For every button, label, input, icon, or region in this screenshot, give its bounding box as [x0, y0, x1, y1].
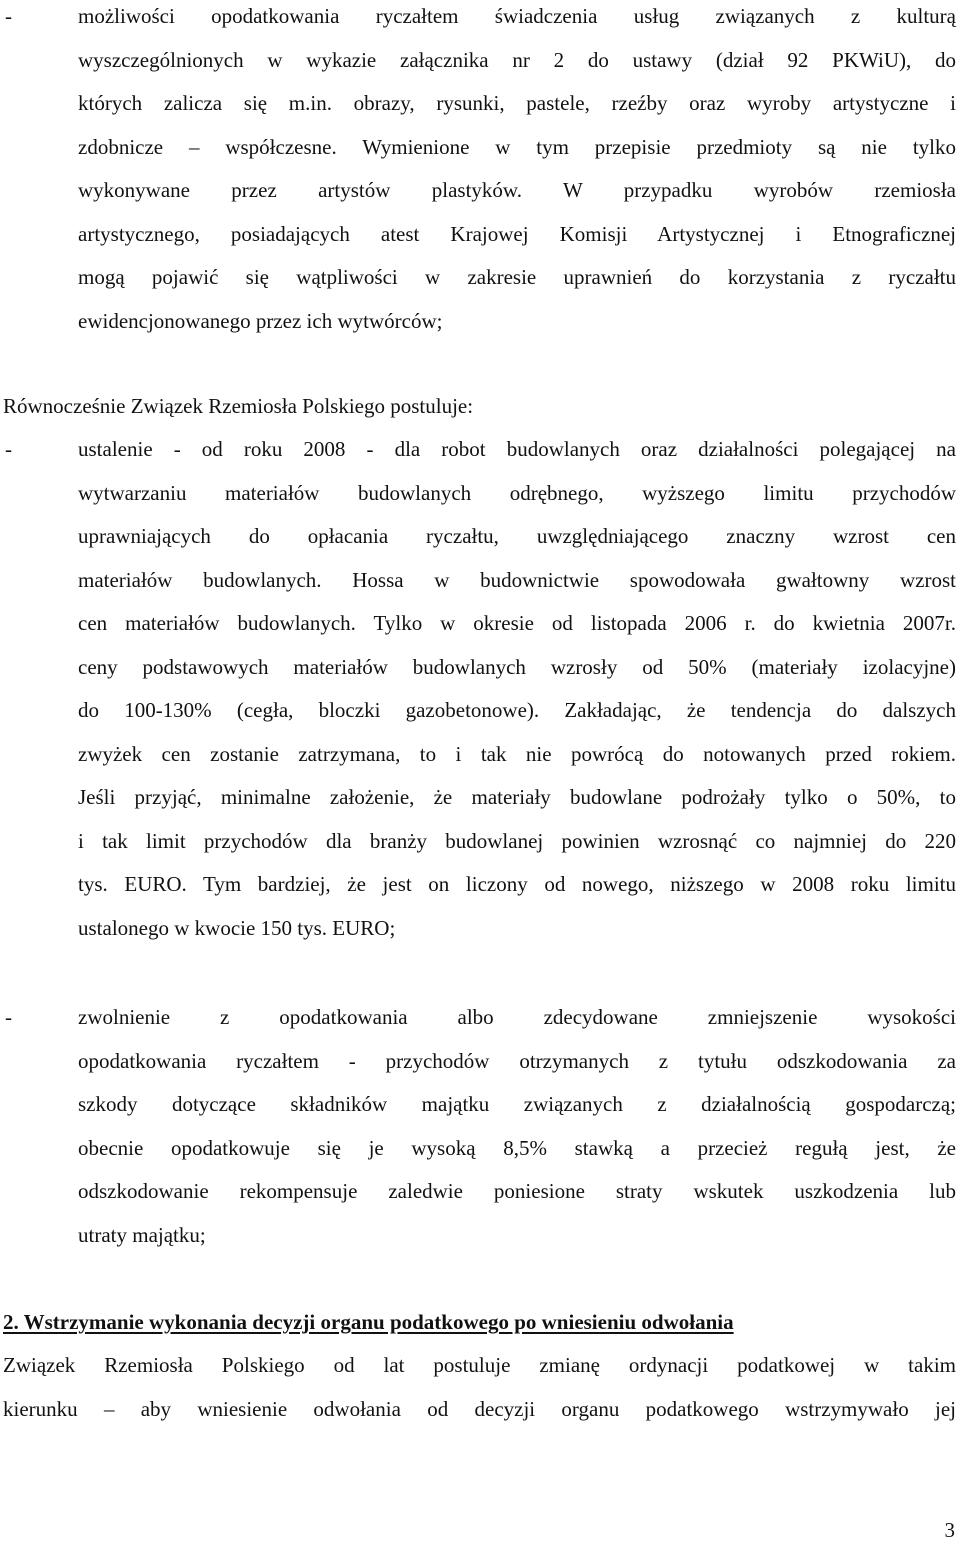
list-line [0, 646, 960, 690]
list-text: wyszczególnionych w wykazie załącznika nr 2 do ustawy (dział 92 PKWiU), do [78, 47, 956, 72]
list-text: zwyżek cen zostanie zatrzymana, to i tak nie powrócą do notowanych przed rokiem. [78, 741, 956, 766]
list-line [0, 1127, 960, 1171]
list-text: obecnie opodatkowuje się je wysoką 8,5% stawką a przecież regułą jest, że [78, 1135, 956, 1160]
list-text: szkody dotyczące składników majątku związanych z działalnością gospodarczą; [78, 1092, 956, 1116]
list-text: których zalicza się m.in. obrazy, rysunki, pastele, rzeźby oraz wyroby artystyczne i [78, 91, 956, 115]
list-line [0, 472, 960, 516]
list-dash: - [5, 437, 12, 461]
list-line [0, 82, 960, 126]
list-line [0, 256, 960, 300]
section-paragraph [0, 1344, 960, 1431]
list-text: ustalenie - od roku 2008 - dla robot budowlanych oraz działalności polegającej na [78, 437, 956, 461]
paragraph-line [0, 1344, 960, 1388]
list-line [0, 126, 960, 170]
list-line [0, 996, 960, 1040]
list-line [0, 1083, 960, 1127]
list-text: możliwości opodatkowania ryczałtem świadczenia usług związanych z kulturą [78, 4, 956, 28]
list-text: do 100-130% (cegła, bloczki gazobetonowe). Zakładając, że tendencja do dalszych [78, 698, 956, 722]
list-item-limit-budowlany [0, 428, 960, 950]
list-text: uprawniających do opłacania ryczałtu, uwzględniającego znaczny wzrost cen [78, 524, 956, 548]
list-line [0, 863, 960, 907]
list-text: zwolnienie z opodatkowania albo zdecydowane zmniejszenie wysokości [78, 1005, 956, 1029]
section-heading: 2. Wstrzymanie wykonania decyzji organu podatkowego po wniesieniu odwołania [3, 1310, 734, 1334]
list-line [0, 733, 960, 777]
section-heading-line [0, 1301, 960, 1345]
list-line [0, 0, 960, 39]
list-text: odszkodowanie rekompensuje zaledwie poniesione straty wskutek uszkodzenia lub [78, 1179, 956, 1203]
list-text: materiałów budowlanych. Hossa w budownictwie spowodowała gwałtowny wzrost [78, 567, 956, 592]
list-line [0, 1214, 960, 1258]
list-line [0, 559, 960, 603]
list-item-odszkodowania [0, 996, 960, 1257]
page-number: 3 [944, 1518, 955, 1542]
list-text: cen materiałów budowlanych. Tylko w okresie od listopada 2006 r. do kwietnia 2007r. [78, 611, 956, 635]
paragraph-line [0, 1388, 960, 1432]
list-line [0, 776, 960, 820]
list-text: tys. EURO. Tym bardziej, że jest on liczony od nowego, niższego w 2008 roku limitu [78, 872, 956, 896]
intro-line [0, 385, 960, 429]
list-text: utraty majątku; [78, 1222, 206, 1247]
list-line [0, 907, 960, 951]
intro-text: Równocześnie Związek Rzemiosła Polskiego postuluje: [3, 394, 474, 418]
list-line [0, 1170, 960, 1214]
intro-paragraph [0, 385, 960, 429]
list-text: mogą pojawić się wątpliwości w zakresie uprawnień do korzystania z ryczałtu [78, 265, 956, 289]
section-heading-block [0, 1301, 960, 1345]
list-text: opodatkowania ryczałtem - przychodów otrzymanych z tytułu odszkodowania za [78, 1048, 956, 1073]
list-line [0, 689, 960, 733]
list-line [0, 820, 960, 864]
list-line [0, 213, 960, 257]
list-text: wytwarzaniu materiałów budowlanych odrębnego, wyższego limitu przychodów [78, 480, 956, 505]
list-text: ewidencjonowanego przez ich wytwórców; [78, 308, 443, 333]
list-line [0, 428, 960, 472]
list-line [0, 1040, 960, 1084]
list-dash: - [5, 4, 12, 28]
paragraph-text: Związek Rzemiosła Polskiego od lat postuluje zmianę ordynacji podatkowej w takim [3, 1353, 956, 1377]
list-line [0, 515, 960, 559]
list-line [0, 602, 960, 646]
list-text: zdobnicze – współczesne. Wymienione w tym przepisie przedmioty są nie tylko [78, 134, 956, 159]
list-text: artystycznego, posiadających atest Krajowej Komisji Artystycznej i Etnograficznej [78, 221, 956, 246]
paragraph-text: kierunku – aby wniesienie odwołania od decyzji organu podatkowego wstrzymywało jej [3, 1396, 956, 1421]
list-line [0, 300, 960, 344]
list-line [0, 169, 960, 213]
list-text: ceny podstawowych materiałów budowlanych wzrosły od 50% (materiały izolacyjne) [78, 654, 956, 679]
list-dash: - [5, 1005, 12, 1029]
list-text: wykonywane przez artystów plastyków. W przypadku wyrobów rzemiosła [78, 178, 956, 202]
list-text: i tak limit przychodów dla branży budowlanej powinien wzrosnąć co najmniej do 220 [78, 828, 956, 853]
list-line [0, 39, 960, 83]
list-text: Jeśli przyjąć, minimalne założenie, że materiały budowlane podrożały tylko o 50%, to [78, 785, 956, 809]
list-text: ustalonego w kwocie 150 tys. EURO; [78, 915, 396, 940]
list-item-ryczalt-kultura [0, 0, 960, 343]
